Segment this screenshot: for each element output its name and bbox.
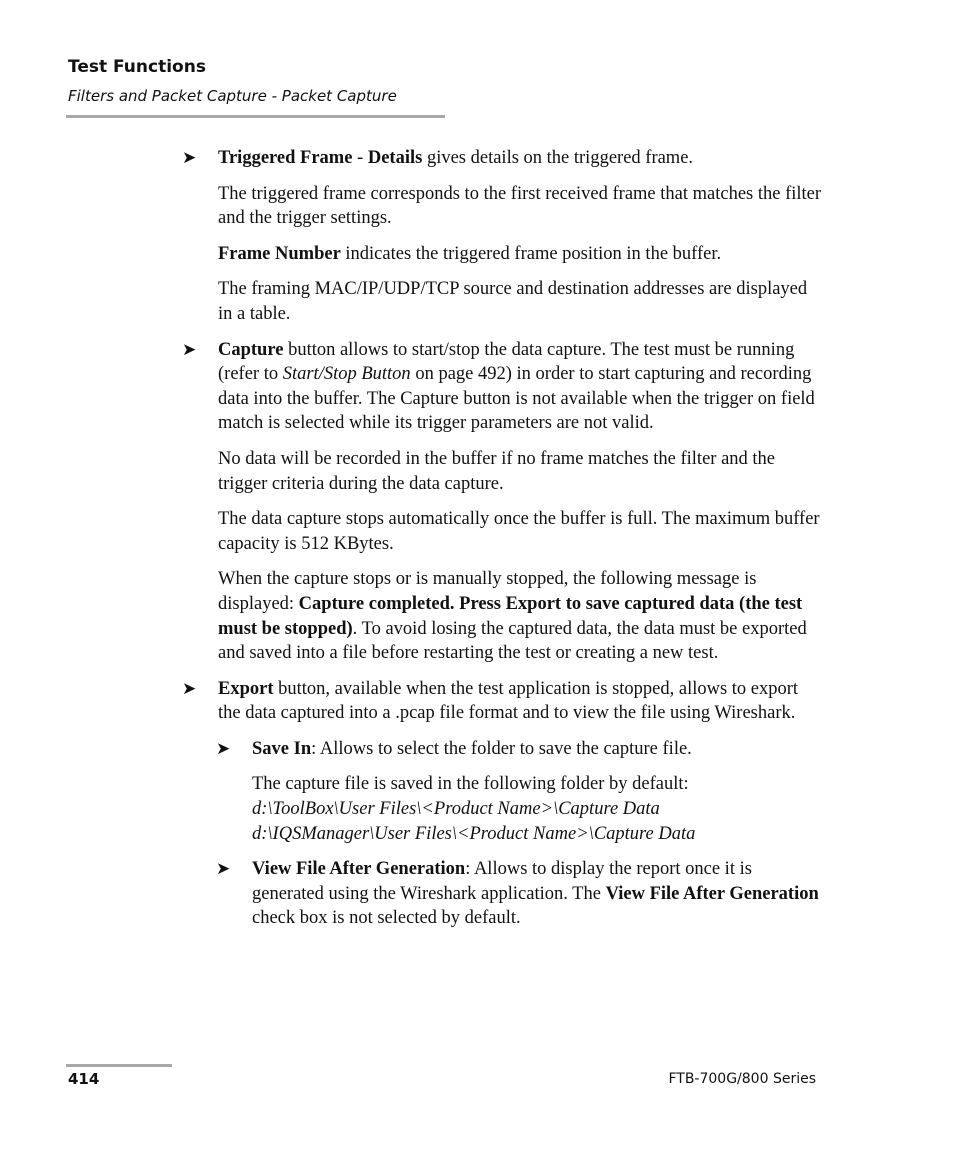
arrow-bullet-icon: ➤ <box>182 339 197 360</box>
term-details: Details <box>367 148 423 168</box>
default-path-toolbox: d:\ToolBox\User Files\<Product Name>\Capture Data <box>252 799 660 820</box>
page-body <box>182 146 822 942</box>
header-divider <box>66 115 445 118</box>
text: - <box>352 148 368 168</box>
term-save-in: Save In <box>252 738 312 759</box>
text: . To avoid losing the captured data, the data must be exported and saved into a file before restarting the test or creating a new test. <box>218 618 807 664</box>
bullet-triggered-frame <box>182 146 822 327</box>
text: indicates the triggered frame position in the buffer. <box>340 243 722 264</box>
term-frame-number: Frame Number <box>218 243 341 264</box>
paragraph <box>252 737 822 762</box>
paragraph <box>252 772 822 846</box>
page-number: 414 <box>68 1070 100 1088</box>
term-view-file-after-generation: View File After Generation <box>605 883 819 904</box>
bullet-export <box>182 677 822 726</box>
capture-completed-message: Capture completed. Press Export to save captured data (the test must be stopped) <box>218 593 803 639</box>
text: button allows to start/stop the data capture. The test must be running (refer to <box>218 339 795 385</box>
text: gives details on the triggered frame. <box>422 148 694 168</box>
bullet-view-file <box>216 857 822 931</box>
text: on page 492) in order to start capturing and recording data into the buffer. The Capture button is not available when the trigger on field match is selected while its trigger parameters are not valid. <box>218 364 815 434</box>
footer-divider <box>66 1064 172 1067</box>
term-export: Export <box>218 678 274 699</box>
paragraph <box>218 242 822 267</box>
page-subsection-title: Filters and Packet Capture - Packet Capture <box>68 87 397 105</box>
term-view-file-after-generation: View File After Generation <box>252 859 466 880</box>
term-capture: Capture <box>218 339 284 360</box>
bullet-capture <box>182 338 822 666</box>
paragraph <box>252 857 822 931</box>
product-series: FTB-700G/800 Series <box>668 1071 816 1087</box>
paragraph <box>218 146 822 171</box>
paragraph <box>218 677 822 726</box>
paragraph: The triggered frame corresponds to the first received frame that matches the filter and the trigger settings. <box>218 183 822 229</box>
paragraph <box>218 338 822 436</box>
text: The capture file is saved in the following folder by default: <box>252 774 689 795</box>
text: When the capture stops or is manually stopped, the following message is displayed: <box>218 569 757 614</box>
text: : Allows to select the folder to save the capture file. <box>311 738 692 759</box>
paragraph: No data will be recorded in the buffer if no frame matches the filter and the trigger criteria during the data capture. <box>218 448 776 494</box>
arrow-bullet-icon: ➤ <box>182 678 197 699</box>
paragraph: The framing MAC/IP/UDP/TCP source and destination addresses are displayed in a table. <box>218 279 808 324</box>
text: button, available when the test application is stopped, allows to export the data captured into a .pcap file format and to view the file using Wireshark. <box>218 678 799 724</box>
text: check box is not selected by default. <box>252 908 521 929</box>
bullet-save-in <box>216 737 822 846</box>
arrow-bullet-icon: ➤ <box>182 148 197 168</box>
paragraph <box>218 567 822 665</box>
arrow-bullet-icon: ➤ <box>216 859 231 880</box>
default-path-iqsmanager: d:\IQSManager\User Files\<Product Name>\Capture Data <box>252 823 696 844</box>
cross-reference-link[interactable]: Start/Stop Button <box>282 364 411 385</box>
term-triggered-frame: Triggered Frame <box>218 148 353 168</box>
page-section-title: Test Functions <box>68 57 206 77</box>
text: : Allows to display the report once it is generated using the Wireshark application. The <box>252 859 752 904</box>
paragraph: The data capture stops automatically once the buffer is full. The maximum buffer capacity is 512 KBytes. <box>218 509 820 554</box>
arrow-bullet-icon: ➤ <box>216 738 231 759</box>
